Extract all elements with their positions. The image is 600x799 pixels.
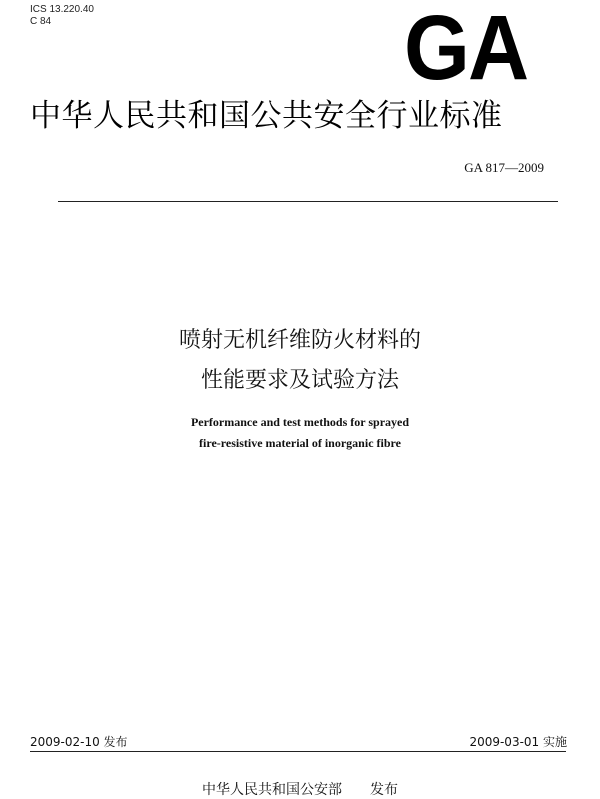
- footer-divider: [30, 751, 566, 752]
- standard-number: GA 817—2009: [464, 160, 544, 175]
- issuer-name: 中华人民共和国公安部: [202, 782, 342, 798]
- class-code: C 84: [30, 16, 52, 27]
- english-title-line-1: Performance and test methods for sprayed: [190, 415, 410, 429]
- document-title-line-1: 喷射无机纤维防火材料的: [178, 328, 421, 353]
- classification-codes: [30, 4, 94, 28]
- document-title-line-2: 性能要求及试验方法: [200, 368, 399, 393]
- ics-code: ICS 13.220.40: [30, 4, 94, 15]
- header-divider: [58, 201, 558, 202]
- issuing-authority: [0, 779, 600, 799]
- english-title-line-2: fire-resistive material of inorganic fibre: [199, 436, 401, 450]
- ga-logo: GA: [404, 0, 528, 99]
- issue-word: 发布: [370, 782, 398, 798]
- issue-date: 2009-02-10 发布: [30, 735, 128, 749]
- implementation-date: 2009-03-01 实施: [469, 735, 567, 749]
- standard-category-title: 中华人民共和国公共安全行业标准: [30, 98, 503, 134]
